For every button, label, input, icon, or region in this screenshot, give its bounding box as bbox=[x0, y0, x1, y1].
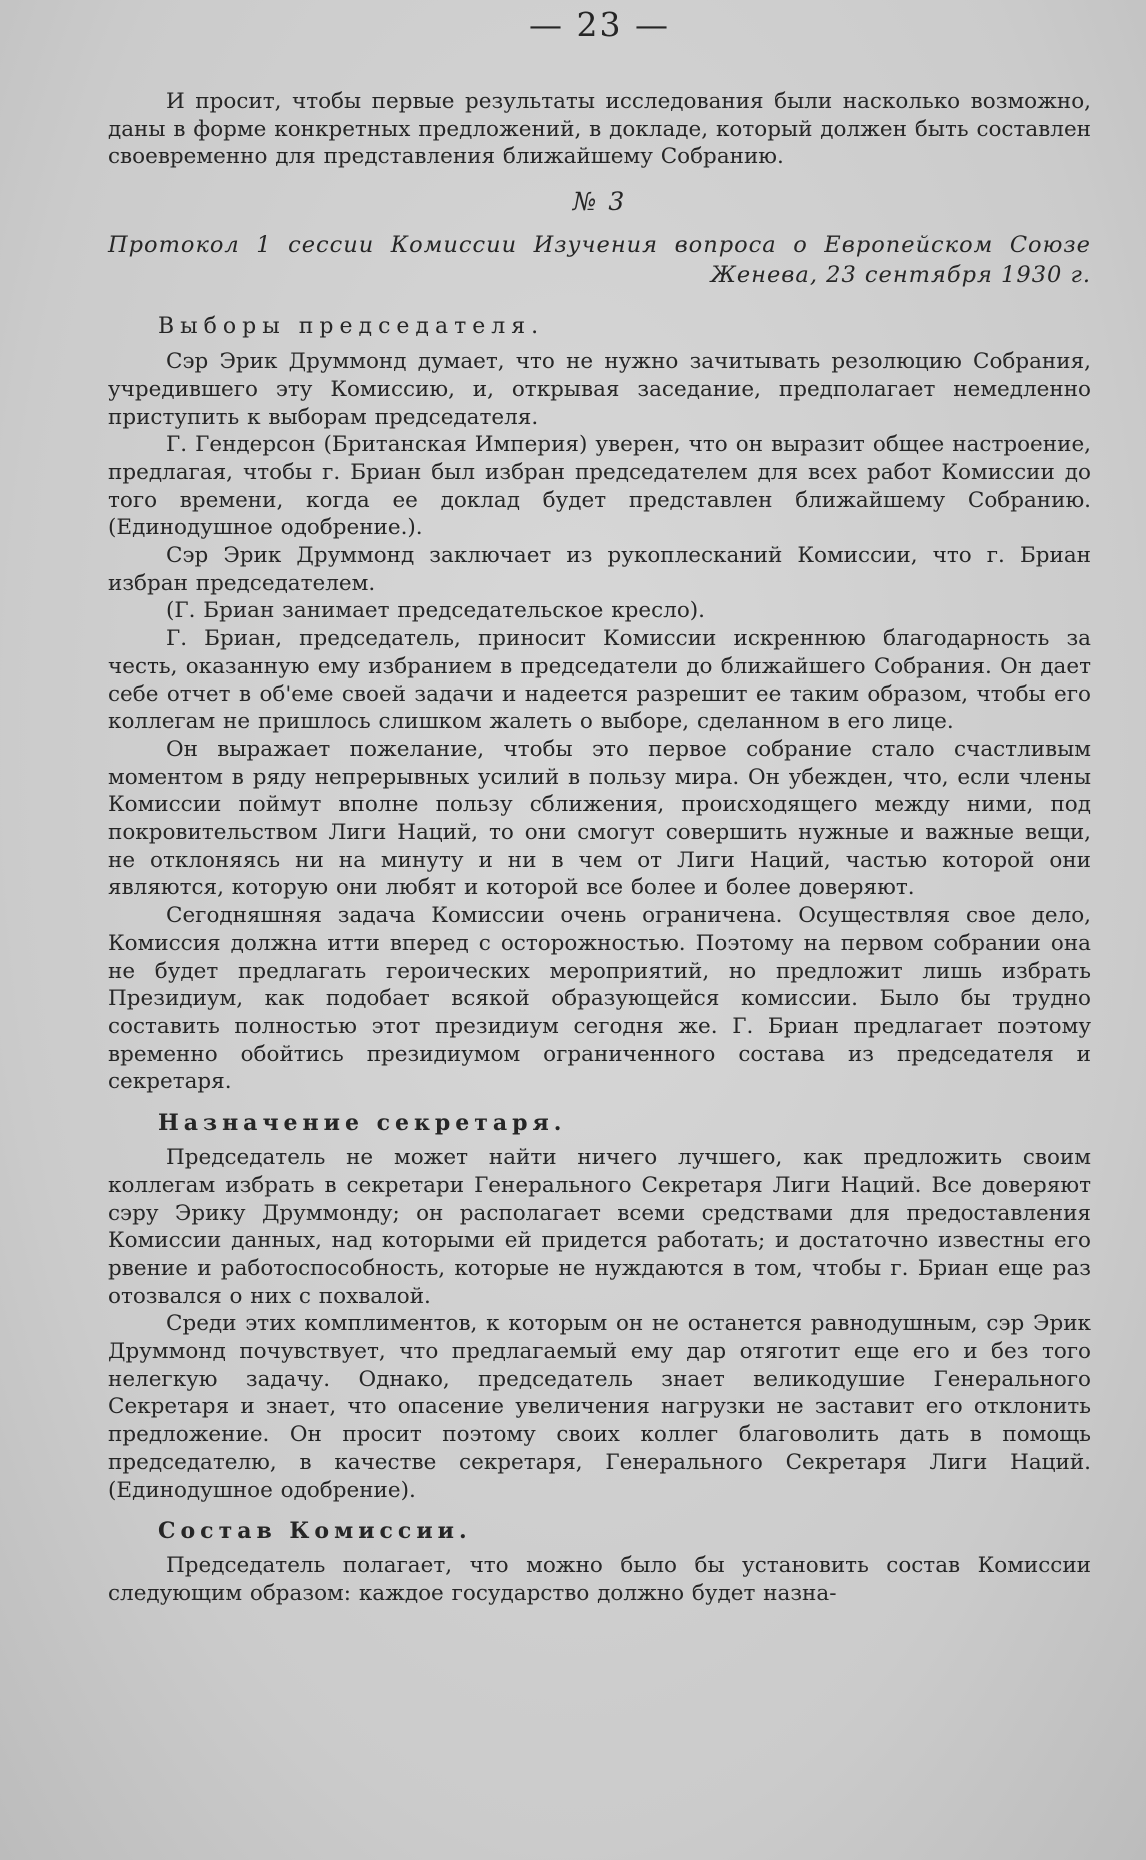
paragraph: Среди этих комплиментов, к которым он не останется равнодушным, сэр Эрик Друммонд почувствует, что предлагаемый ему дар отяготит еще его и без того нелегкую задачу. Однако, председатель знает великодушие Генерального Секретаря и знает, что опасение увеличения нагрузки не заставит его отклонить предложение. Он просит поэтому своих коллег благоволить дать в помощь председателю, в качестве секретаря, Генерального Секретаря Лиги Наций. (Единодушное одобрение). bbox=[108, 1311, 1091, 1503]
section-commission-composition bbox=[108, 1516, 1091, 1607]
document-number: № 3 bbox=[572, 187, 627, 217]
section-chairman-election bbox=[108, 312, 1091, 1096]
section-heading-chairman-election: Выборы председателя. bbox=[158, 314, 545, 340]
paragraph: Сегодняшняя задача Комиссии очень ограничена. Осуществляя свое дело, Комиссия должна итти вперед с осторожностью. Поэтому на первом собрании она не будет предлагать героических мероприятий, но предложит лишь избрать Президиум, как подобает всякой образующейся комиссии. Было бы трудно составить полностью этот президиум сегодня же. Г. Бриан предлагает поэтому временно обойтись президиумом ограниченного состава из председателя и секретаря. bbox=[108, 903, 1091, 1095]
protocol-date: Женева, 23 сентября 1930 г. bbox=[710, 262, 1091, 289]
paragraph: (Г. Бриан занимает председательское кресло). bbox=[166, 598, 705, 624]
paragraph: Г. Бриан, председатель, приносит Комиссии искреннюю благодарность за честь, оказанную ему избранием в председатели до ближайшего Собрания. Он дает себе отчет в об'еме своей задачи и надеется разрешит ее таким образом, чтобы его коллегам не пришлось слишком жалеть о выборе, сделанном в его лице. bbox=[108, 626, 1091, 735]
section-heading-commission-composition: Состав Комиссии. bbox=[158, 1518, 472, 1545]
paragraph: Председатель полагает, что можно было бы установить состав Комиссии следующим образом: каждое государство должно будет назна- bbox=[108, 1553, 1091, 1606]
paragraph: Он выражает пожелание, чтобы это первое собрание стало счастливым моментом в ряду непрерывных усилий в пользу мира. Он убежден, что, если члены Комиссии поймут вполне пользу сближения, происходящего между ними, под покровительством Лиги Наций, то они смогут совершить нужные и важные вещи, не отклоняясь ни на минуту и ни в чем от Лиги Наций, частью которой они являются, которую они любят и которой все более и более доверяют. bbox=[108, 736, 1091, 901]
paragraph: Сэр Эрик Друммонд заключает из рукоплесканий Комиссии, что г. Бриан избран председателем. bbox=[108, 543, 1091, 596]
page-number: — 23 — bbox=[529, 5, 670, 44]
section-secretary-appointment bbox=[108, 1108, 1091, 1504]
paragraph: Сэр Эрик Друммонд думает, что не нужно зачитывать резолюцию Собрания, учредившего эту Комиссию, и, открывая заседание, предполагает немедленно приступить к выборам председателя. bbox=[108, 349, 1091, 430]
section-heading-secretary-appointment: Назначение секретаря. bbox=[158, 1110, 567, 1137]
paragraph: Председатель не может найти ничего лучшего, как предложить своим коллегам избрать в секретари Генерального Секретаря Лиги Наций. Все доверяют сэру Эрику Друммонду; он располагает всеми средствами для предоставления Комиссии данных, над которыми ей придется работать; и достаточно известны его рвение и работоспособность, которые не нуждаются в том, чтобы г. Бриан еще раз отозвался о них с похвалой. bbox=[108, 1145, 1091, 1309]
paragraph: Г. Гендерсон (Британская Империя) уверен, что он выразит общее настроение, предлагая, чтобы г. Бриан был избран председателем для всех работ Комиссии до того времени, когда ее доклад будет представлен ближайшему Собранию. (Единодушное одобрение.). bbox=[108, 432, 1091, 541]
intro-paragraph: И просит, чтобы первые результаты исследования были насколько возможно, даны в форме конкретных предложений, в докладе, который должен быть составлен своевременно для представления ближайшему Собранию. bbox=[108, 89, 1091, 170]
protocol-title: Протокол 1 сессии Комиссии Изучения вопроса о Европейском Союзе bbox=[108, 232, 1091, 259]
